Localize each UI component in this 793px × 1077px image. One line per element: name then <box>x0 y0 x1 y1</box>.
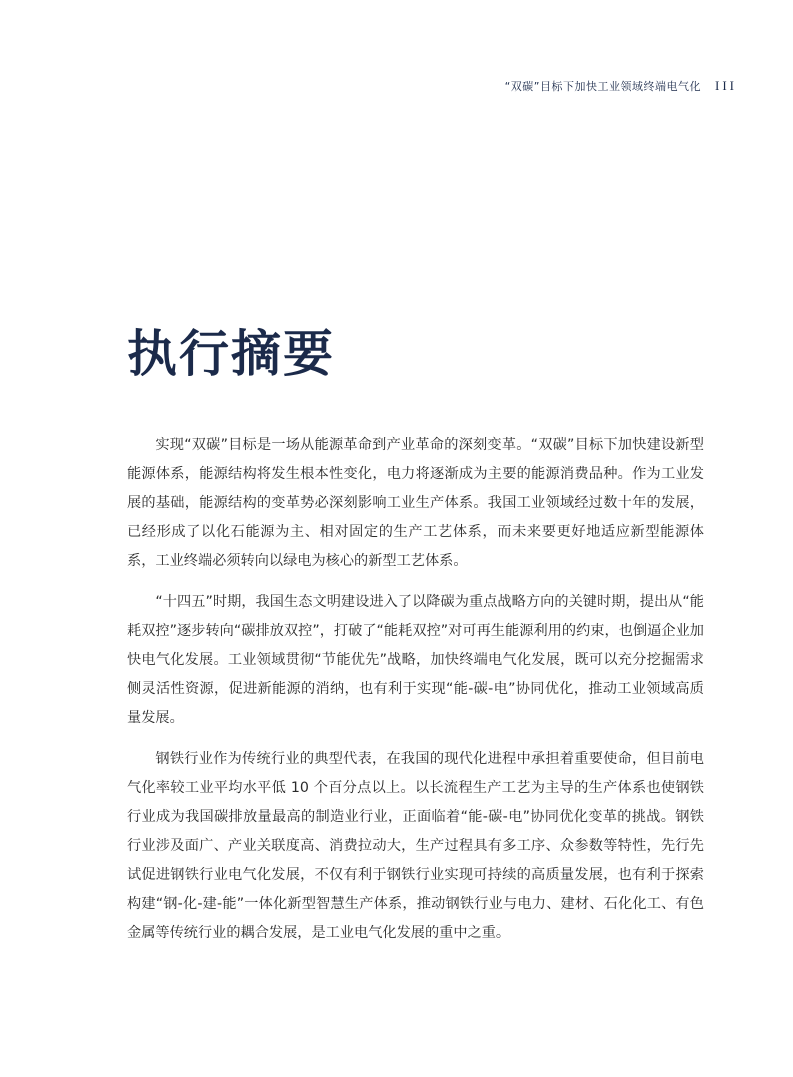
running-title: “双碳”目标下加快工业领域终端电气化 <box>504 80 701 93</box>
page-number: III <box>715 78 737 93</box>
paragraph-2: “十四五”时期，我国生态文明建设进入了以降碳为重点战略方向的关键时期，提出从“能耗双控”逐步转向“碳排放双控”，打破了“能耗双控”对可再生能源利用的约束，也倒逼企业加快电气化发展。工业领域贯彻“节能优先”战略，加快终端电气化发展，既可以充分挖掘需求侧灵活性资源，促进新能源的消纳，也有利于实现“能-碳-电”协同优化，推动工业领域高质量发展。 <box>127 594 704 726</box>
page-title: 执行摘要 <box>127 325 335 383</box>
body-text <box>127 431 704 960</box>
running-header <box>505 78 737 94</box>
paragraph-3: 钢铁行业作为传统行业的典型代表，在我国的现代化进程中承担着重要使命，但目前电气化率较工业平均水平低 10 个百分点以上。以长流程生产工艺为主导的生产体系也使钢铁行业成为我国碳排放量最高的制造业行业，正面临着“能-碳-电”协同优化变革的挑战。钢铁行业涉及面广、产业关联度高、消费拉动大，生产过程具有多工序、众参数等特性，先行先试促进钢铁行业电气化发展，不仅有利于钢铁行业实现可持续的高质量发展，也有利于探索构建“钢-化-建-能”一体化新型智慧生产体系，推动钢铁行业与电力、建材、石化化工、有色金属等传统行业的耦合发展，是工业电气化发展的重中之重。 <box>127 751 704 941</box>
paragraph-1: 实现“双碳”目标是一场从能源革命到产业革命的深刻变革。“双碳”目标下加快建设新型能源体系，能源结构将发生根本性变化，电力将逐渐成为主要的能源消费品种。作为工业发展的基础，能源结构的变革势必深刻影响工业生产体系。我国工业领域经过数十年的发展，已经形成了以化石能源为主、相对固定的生产工艺体系，而未来要更好地适应新型能源体系，工业终端必须转向以绿电为核心的新型工艺体系。 <box>127 437 704 569</box>
